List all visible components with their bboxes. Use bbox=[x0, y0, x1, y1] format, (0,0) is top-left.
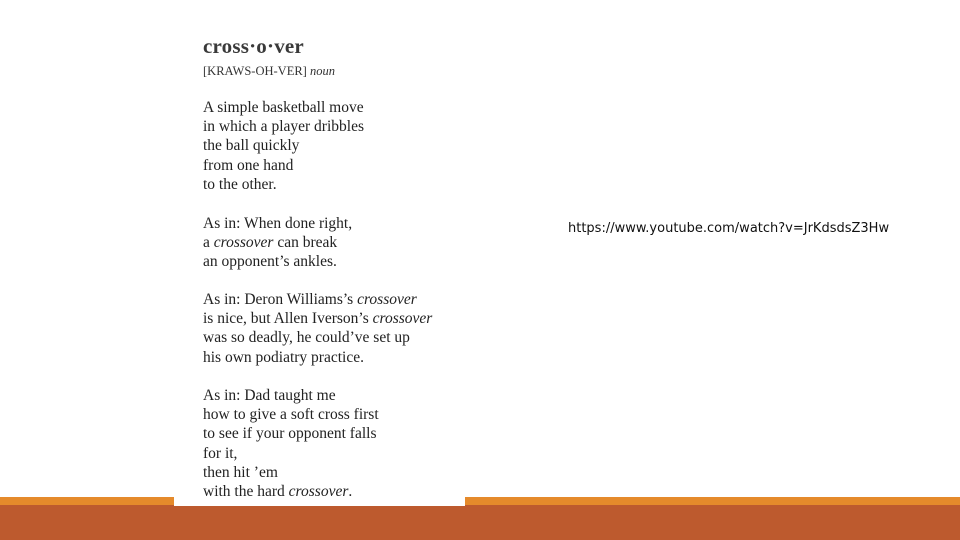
definition bbox=[203, 98, 364, 194]
example-text: As in: Deron Williams’s bbox=[203, 291, 358, 308]
example-line: to see if your opponent falls bbox=[203, 425, 377, 443]
example-line: for it, bbox=[203, 444, 238, 462]
definition-line: to the other. bbox=[203, 175, 277, 193]
example-text: can break bbox=[273, 234, 338, 252]
example-line: As in: When done right, bbox=[203, 215, 353, 232]
example-text: is nice, but Allen Iverson’s bbox=[203, 310, 373, 328]
pronunciation-line bbox=[203, 64, 335, 79]
headword: cross·o·ver bbox=[203, 34, 304, 58]
example-text: with the hard bbox=[203, 483, 289, 501]
example-line bbox=[203, 233, 352, 252]
example-line: was so deadly, he could’ve set up bbox=[203, 329, 410, 347]
example-1 bbox=[203, 214, 352, 272]
example-emphasis: crossover bbox=[372, 310, 433, 328]
definition-line: in which a player dribbles bbox=[203, 118, 364, 136]
example-2 bbox=[203, 290, 432, 367]
example-text: a bbox=[203, 234, 214, 252]
pronunciation: [KRAWS-OH-VER] bbox=[203, 64, 307, 78]
example-line: his own podiatry practice. bbox=[203, 348, 364, 366]
dictionary-entry-image bbox=[174, 22, 465, 506]
example-text: . bbox=[348, 483, 353, 501]
definition-line: the ball quickly bbox=[203, 137, 300, 155]
youtube-link[interactable]: https://www.youtube.com/watch?v=JrKdsdsZ3Hw bbox=[568, 221, 890, 236]
definition-line: from one hand bbox=[203, 156, 294, 174]
example-line bbox=[203, 482, 379, 501]
example-line bbox=[203, 309, 432, 328]
example-3 bbox=[203, 386, 379, 501]
bottom-accent-band bbox=[0, 505, 960, 540]
example-emphasis: crossover bbox=[213, 234, 274, 252]
example-emphasis: crossover bbox=[357, 291, 417, 308]
definition-line: A simple basketball move bbox=[203, 99, 364, 116]
example-emphasis: crossover bbox=[288, 483, 349, 501]
example-line: then hit ’em bbox=[203, 463, 278, 481]
bottom-accent-stripe bbox=[0, 497, 960, 505]
example-line: As in: Dad taught me bbox=[203, 387, 336, 404]
example-line bbox=[203, 290, 432, 309]
part-of-speech: noun bbox=[309, 64, 335, 78]
example-line: how to give a soft cross first bbox=[203, 406, 379, 424]
example-line: an opponent’s ankles. bbox=[203, 253, 337, 271]
